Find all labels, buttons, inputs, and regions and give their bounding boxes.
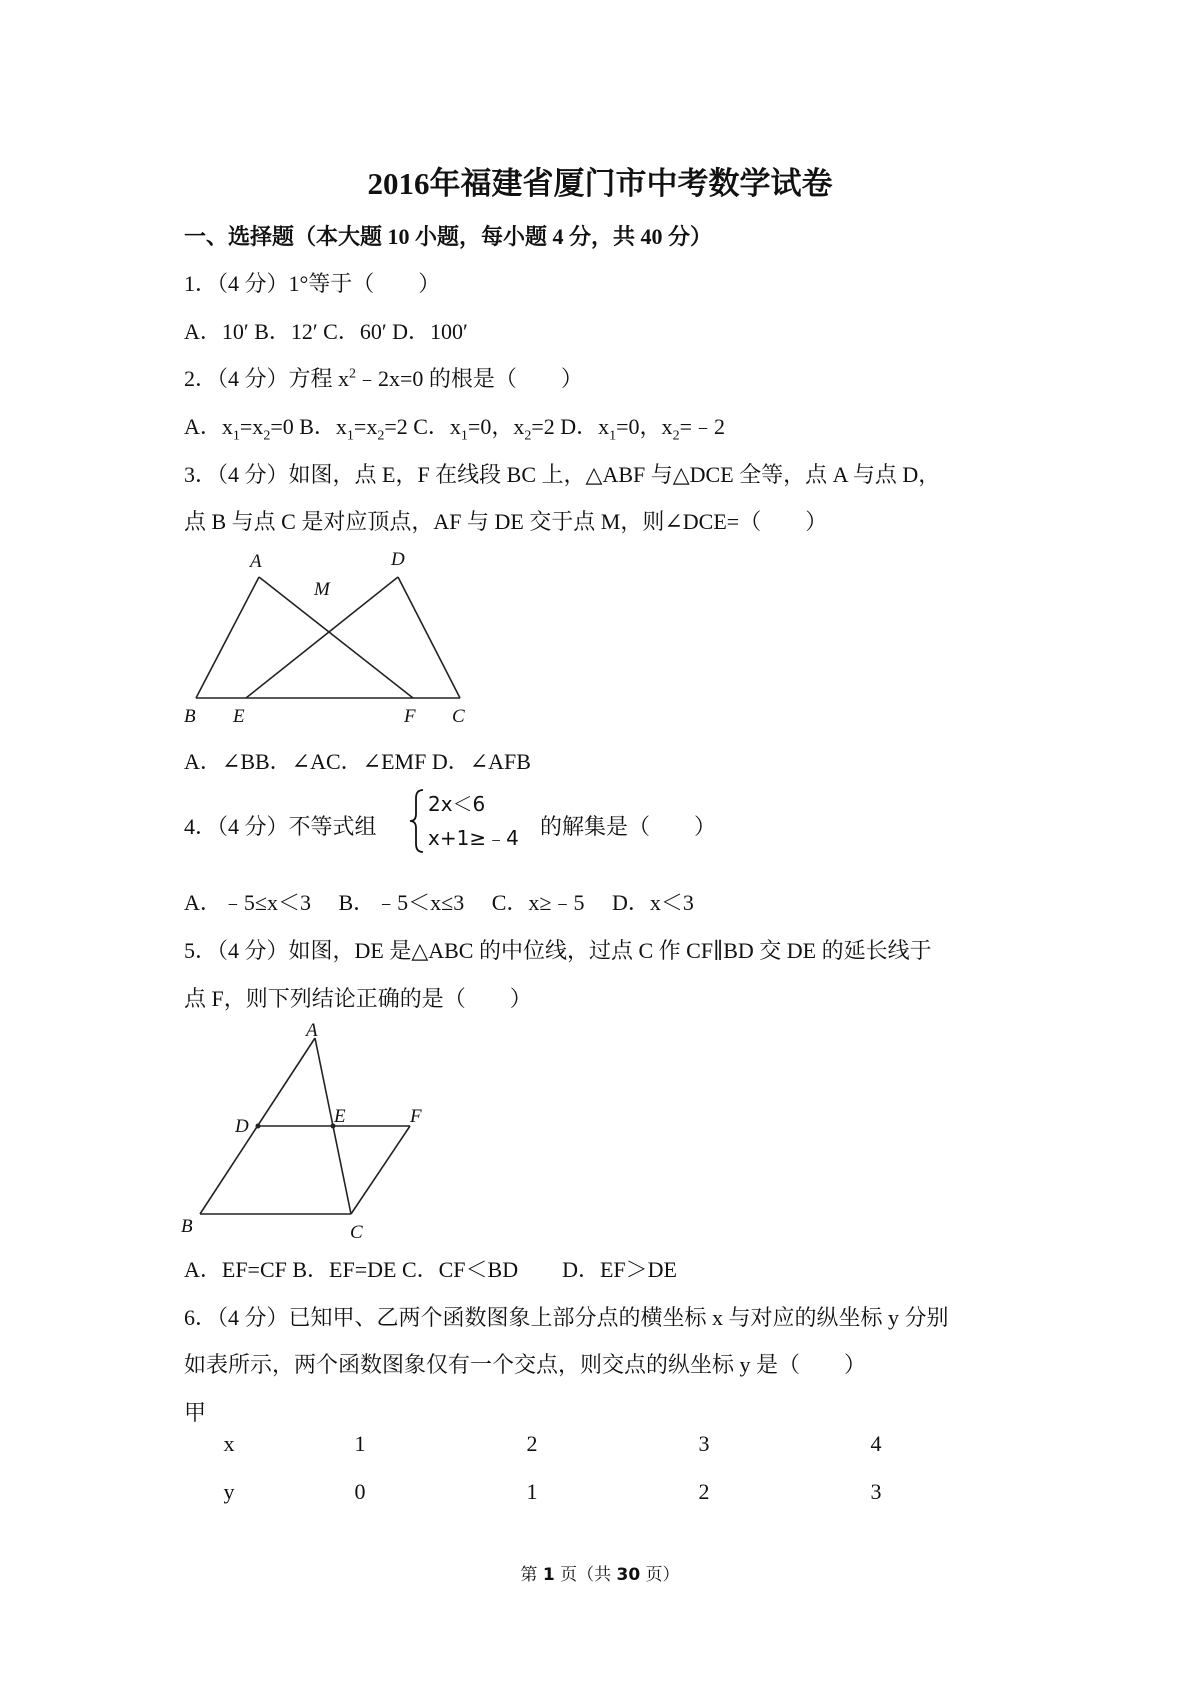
q4-inequality-system <box>408 788 526 854</box>
q6-table-name: 甲 <box>184 1400 207 1425</box>
q3-label-f: F <box>404 706 416 725</box>
q3-label-e: E <box>233 706 245 725</box>
section-heading: 一、选择题（本大题 10 小题，每小题 4 分，共 40 分） <box>184 224 713 249</box>
q6-x-label: x <box>223 1431 235 1456</box>
q2-stem: 2．（4 分）方程 $x^2﹣2x=0$ 的根是（ ） <box>184 366 583 391</box>
q4-row-2: x+1≥﹣4 <box>428 826 519 850</box>
q6-x-1: 1 <box>354 1431 366 1456</box>
q3-label-d: D <box>391 549 405 570</box>
q6-y-1: 0 <box>354 1479 366 1504</box>
q5-stem-line1: 5．（4 分）如图，DE 是△ABC 的中位线，过点 C 作 CF∥BD 交 DE 的延长线于 <box>184 938 932 963</box>
q5-figure <box>178 1018 438 1238</box>
q3-segment-dc <box>398 577 460 698</box>
q4-stem-pre: 4．（4 分）不等式组 <box>184 814 377 839</box>
q3-segment-ab <box>196 577 259 698</box>
q5-point-d <box>256 1124 261 1129</box>
q4-stem-post: 的解集是（ ） <box>540 814 717 839</box>
q6-y-2: 1 <box>526 1479 538 1504</box>
q3-label-c: C <box>452 706 465 725</box>
table-row <box>184 1468 962 1516</box>
q4-row-1: 2x＜6 <box>428 792 486 816</box>
q3-options: A．∠BB．∠AC．∠EMF D．∠AFB <box>184 749 531 774</box>
q5-label-e: E <box>334 1106 346 1127</box>
q6-stem-line2: 如表所示，两个函数图象仅有一个交点，则交点的纵坐标 y 是（ ） <box>184 1352 867 1377</box>
q2-options: A．$x_1=x_2=0$ B．$x_1=x_2=2$ C．$x_1=0$，$x_2=2$ D．$x_1=0$，$x_2=﹣2$ <box>184 414 725 444</box>
q6-x-4: 4 <box>870 1431 882 1456</box>
q3-label-a: A <box>250 551 262 572</box>
q6-x-3: 3 <box>698 1431 710 1456</box>
q3-stem-line1: 3．（4 分）如图，点 E，F 在线段 BC 上，△ABF 与△DCE 全等，点 A 与点 D， <box>184 462 941 487</box>
q5-options: A．EF=CF B．EF=DE C．CF＜BD D．EF＞DE <box>184 1257 677 1282</box>
q1-options: A．10′ B．12′ C．60′ D．100′ <box>184 319 468 344</box>
page-footer: 第 1 页（共 30 页） <box>520 1565 680 1585</box>
q3-label-b: B <box>184 706 196 725</box>
q5-stem-line2: 点 F，则下列结论正确的是（ ） <box>184 986 532 1011</box>
q3-stem-line2: 点 B 与点 C 是对应顶点，AF 与 DE 交于点 M，则∠DCE=（ ） <box>184 509 828 534</box>
q3-figure <box>178 545 478 725</box>
q4-options: A．﹣5≤x＜3 B．﹣5＜x≤3 C．x≥﹣5 D．x＜3 <box>184 890 694 915</box>
q6-stem-line1: 6．（4 分）已知甲、乙两个函数图象上部分点的横坐标 x 与对应的纵坐标 y 分别 <box>184 1305 949 1330</box>
q6-x-2: 2 <box>526 1431 538 1456</box>
q6-y-4: 3 <box>870 1479 882 1504</box>
q5-label-b: B <box>181 1216 193 1237</box>
q6-y-label: y <box>223 1479 235 1504</box>
page-title: 2016年福建省厦门市中考数学试卷 <box>367 166 833 201</box>
q4-brace-icon <box>408 788 426 854</box>
q3-label-m: M <box>314 579 330 600</box>
q1-stem: 1．（4 分）1°等于（ ） <box>184 271 441 296</box>
q6-y-3: 2 <box>698 1479 710 1504</box>
table-row <box>184 1420 962 1468</box>
q6-table <box>184 1420 962 1516</box>
q5-label-f: F <box>410 1106 422 1127</box>
q5-label-a: A <box>306 1020 318 1041</box>
q5-label-d: D <box>235 1116 249 1137</box>
q5-segment-cf <box>351 1126 410 1214</box>
q5-label-c: C <box>350 1222 363 1238</box>
q3-segment-af <box>259 577 413 698</box>
